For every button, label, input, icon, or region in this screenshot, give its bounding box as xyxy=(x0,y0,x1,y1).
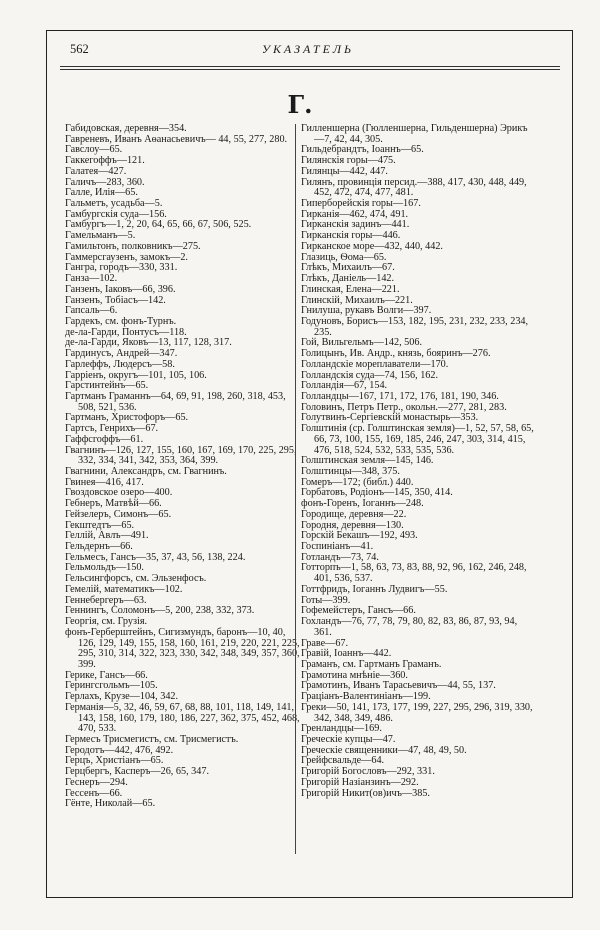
index-entry: Гемелій, математикъ—102. xyxy=(65,583,183,595)
index-entry: Готландъ—73, 74. xyxy=(301,551,379,563)
index-entry: Георгія, см. Грузія. xyxy=(65,616,148,628)
index-entry: Гавреневъ, Иванъ Аѳанасьевичъ— 44, 55, 277, 280. xyxy=(65,133,288,145)
index-entry: Гапсаль—6. xyxy=(65,305,118,317)
index-entry: Герлахъ, Крузе—104, 342. xyxy=(65,691,179,703)
index-entry: Грамотинъ, Иванъ Тарасьевичъ—44, 55, 137. xyxy=(301,680,496,692)
index-entry: Гилянскія горы—475. xyxy=(301,155,396,167)
index-entry: Гарріенъ, округъ—101, 105, 106. xyxy=(65,369,207,381)
index-entry: Григорій Никит(ов)ичъ—385. xyxy=(301,787,430,799)
index-entry: Гардинусъ, Андрей—347. xyxy=(65,348,178,360)
index-entry: Годуновъ, Борисъ—153, 182, 195, 231, 232, 233, 234, 235. xyxy=(301,315,529,338)
index-entry: Глѣкъ, Даніель—142. xyxy=(301,273,395,285)
index-entry: Герцбергъ, Касперъ—26, 65, 347. xyxy=(65,766,210,778)
section-letter: Г. xyxy=(287,90,313,119)
index-entry: Ганзенъ, Тобіасъ—142. xyxy=(65,294,166,306)
index-entry: Гартманъ, Христофоръ—65. xyxy=(65,412,189,424)
running-head xyxy=(70,40,546,60)
index-entry: Греческіе священники—47, 48, 49, 50. xyxy=(301,744,467,756)
index-entry: Горскій Бекашъ—192, 493. xyxy=(301,530,418,542)
index-entry: Голштинцы—348, 375. xyxy=(301,466,400,477)
index-entry: Геллій, Авлъ—491. xyxy=(65,530,149,542)
index-entry: Гейзелеръ, Симонъ—65. xyxy=(65,508,172,520)
index-entry: Герике, Гансъ—66. xyxy=(65,669,148,681)
index-entry: Гнилуша, рукавъ Волги—397. xyxy=(301,305,432,317)
index-entry: Гамбургъ—1, 2, 20, 64, 65, 66, 67, 506, 525. xyxy=(65,219,252,231)
column-divider xyxy=(295,124,296,854)
index-entry: Голландія—67, 154. xyxy=(301,380,388,392)
index-entry: Городня, деревня—130. xyxy=(301,519,404,531)
index-entry: Гофемейстеръ, Гансъ—66. xyxy=(301,605,416,617)
index-entry: Гардекъ, см. фонъ-Турнъ. xyxy=(65,315,177,327)
index-entry: Грейфсвальде—64. xyxy=(301,755,385,767)
index-entry: Галичъ—283, 360. xyxy=(65,176,145,188)
index-entry: Гебнеръ, Матвѣй—66. xyxy=(65,498,162,510)
index-column-right xyxy=(301,124,537,799)
index-entry: Голштинія (ср. Голштинская земля)—1, 52, 57, 58, 65, 66, 73, 100, 155, 169, 185, 246, 247, 303, 314, 415, 476, 518, 524, 532, 533, 535, 536. xyxy=(301,423,534,456)
index-entry: Голландскія суда—74, 156, 162. xyxy=(301,369,439,381)
index-entry: Гирканское море—432, 440, 442. xyxy=(301,240,443,252)
index-entry: Геннебергеръ—63. xyxy=(65,594,147,606)
index-entry: Гиперборейскія горы—167. xyxy=(301,198,421,210)
index-entry: Греки—50, 141, 173, 177, 199, 227, 295, 296, 319, 330, 342, 348, 349, 486. xyxy=(301,701,533,724)
index-entry: Глѣкъ, Михаилъ—67. xyxy=(301,262,395,274)
index-entry: Граманъ, см. Гартманъ Граманъ. xyxy=(301,658,442,670)
page-number: 562 xyxy=(70,42,89,56)
index-entry: Герингсгольмъ—105. xyxy=(65,680,158,692)
index-entry: Гвинея—416, 417. xyxy=(65,476,144,488)
index-entry: Гохландъ—76, 77, 78, 79, 80, 82, 83, 86, 87, 93, 94, 361. xyxy=(301,616,518,638)
index-entry: Граве—67. xyxy=(301,637,349,649)
index-entry: Гермесъ Трисмегистъ, см. Трисмегистъ. xyxy=(65,733,239,745)
index-entry: Гельмесъ, Гансъ—35, 37, 43, 56, 138, 224. xyxy=(65,551,246,563)
running-title: УКАЗАТЕЛЬ xyxy=(261,42,355,56)
index-entry: Греческіе купцы—47. xyxy=(301,733,396,745)
index-entry: Глинскій, Михаилъ—221. xyxy=(301,294,413,306)
index-entry: Грамотина мнѣніе—360. xyxy=(301,669,408,681)
index-entry: Глазиць, Ѳома—65. xyxy=(301,251,387,263)
index-entry: Гельдернъ—66. xyxy=(65,541,133,553)
index-entry: Голландскіе мореплаватели—170. xyxy=(301,358,449,370)
index-entry: Геннингъ, Соломонъ—5, 200, 238, 332, 373. xyxy=(65,605,255,617)
index-entry: Гальметъ, усадьба—5. xyxy=(65,198,163,210)
index-entry: Гвагнинъ—126, 127, 155, 160, 167, 169, 170, 225, 295, 332, 334, 341, 342, 353, 364, 399. xyxy=(65,444,297,467)
index-entry: Городище, деревня—22. xyxy=(301,508,407,520)
index-entry: Гарлеффъ, Людерсъ—58. xyxy=(65,358,175,370)
index-entry: Геродотъ—442, 476, 492. xyxy=(65,744,174,756)
index-entry: де-ла-Гарди, Понтусъ—118. xyxy=(65,326,187,338)
index-entry: Ганзенъ, Іаковъ—66, 396. xyxy=(65,283,176,295)
index-entry: Гильдебрандтъ, Іоаннъ—65. xyxy=(301,144,424,156)
index-entry: Гой, Вильгельмъ—142, 506. xyxy=(301,337,423,349)
index-entry: Геснеръ—294. xyxy=(65,776,128,788)
index-entry: Готтфридъ, Іоганнъ Лудвигъ—55. xyxy=(301,583,448,595)
index-entry: Гренландцы—169. xyxy=(301,723,382,735)
index-entry: Гамильтонъ, полковникъ—275. xyxy=(65,240,201,252)
index-column-left xyxy=(65,124,301,810)
index-entry: Голицынъ, Ив. Андр., князь, бояринъ—276. xyxy=(301,348,491,360)
index-entry: Готторпъ—1, 58, 63, 73, 83, 88, 92, 96, 162, 246, 248, 401, 536, 537. xyxy=(301,562,527,585)
index-entry: Гилянцы—442, 447. xyxy=(301,165,388,177)
index-entry: Гаффсгоффъ—61. xyxy=(65,433,144,445)
index-entry: Гаккегоффъ—121. xyxy=(65,155,145,167)
index-entry: Габидовская, деревня—354. xyxy=(65,123,187,134)
index-entry: де-ла-Гарди, Яковъ—13, 117, 128, 317. xyxy=(65,337,232,349)
index-entry: Гангра, городъ—330, 331. xyxy=(65,262,178,274)
index-entry: Голутвинъ-Сергіевскій монастырь—353. xyxy=(301,412,479,424)
index-entry: Гельмольдъ—150. xyxy=(65,562,144,574)
index-entry: Гарстинтейнъ—65. xyxy=(65,380,149,392)
index-entry: Гамбургскія суда—156. xyxy=(65,208,167,220)
index-entry: Госпиніанъ—41. xyxy=(301,541,374,553)
index-entry: Галле, Илія—65. xyxy=(65,187,138,199)
index-entry: Гилянъ, провинція персид.—388, 417, 430, 448, 449, 452, 472, 474, 477, 481. xyxy=(301,176,527,199)
index-entry: Григорій Назіанзинъ—292. xyxy=(301,776,419,788)
index-entry: Гессенъ—66. xyxy=(65,787,123,799)
index-entry: Герцъ, Христіанъ—65. xyxy=(65,755,164,767)
index-entry: Гёнте, Николай—65. xyxy=(65,798,156,810)
index-entry: Гомеръ—172; (библ.) 440. xyxy=(301,476,414,488)
index-entry: Головинъ, Петръ Петр., окольн.—277, 281, 283. xyxy=(301,401,507,413)
index-entry: Гавслоу—65. xyxy=(65,144,123,156)
index-entry: Гирканскія горы—446. xyxy=(301,230,401,242)
index-entry: Голштинская земля—145, 146. xyxy=(301,455,434,467)
index-entry: Гамельманъ—5. xyxy=(65,230,136,242)
index-entry: Гвагнини, Александръ, см. Гвагнинъ. xyxy=(65,466,227,477)
index-entry: Ганза—102. xyxy=(65,273,118,285)
index-entry: Германія—5, 32, 46, 59, 67, 68, 88, 101, 118, 149, 141, 143, 158, 160, 179, 180, 186, 227, 362, 375, 452, 468, 470, 533. xyxy=(65,701,300,735)
index-entry: Григорій Богословъ—292, 331. xyxy=(301,766,435,778)
index-entry: фонъ-Герберштейнъ, Сигизмундъ, баронъ—10, 40, 126, 129, 149, 155, 158, 160, 161, 219, 220, 221, 225, 295, 310, 314, 322, 323, 330, 342, 348, 349, 357, 360, 399. xyxy=(65,626,300,670)
index-entry: Готы—399. xyxy=(301,594,351,606)
index-entry: Гилленшерна (Гюлленшерна, Гильденшерна) Эрикъ—7, 42, 44, 305. xyxy=(301,123,528,145)
index-entry: Горбатовъ, Родіонъ—145, 350, 414. xyxy=(301,487,453,499)
index-entry: Гельсингфорсъ, см. Эльзенфосъ. xyxy=(65,573,207,585)
index-entry: Гекштедтъ—65. xyxy=(65,519,135,531)
index-entry: Гартсъ, Генрихъ—67. xyxy=(65,423,159,435)
index-entry: Галатея—427. xyxy=(65,165,127,177)
index-entry: Гаммерсгаузенъ, замокъ—2. xyxy=(65,251,188,263)
index-entry: Гравій, Іоаннъ—442. xyxy=(301,648,392,660)
index-entry: Гвоздовское озеро—400. xyxy=(65,487,173,499)
index-entry: Гартманъ Граманнъ—64, 69, 91, 198, 260, 318, 453, 508, 521, 536. xyxy=(65,390,286,413)
header-rule-top xyxy=(60,66,560,67)
index-entry: Гирканскія задинъ—441. xyxy=(301,219,410,231)
index-entry: Гирканія—462, 474, 491. xyxy=(301,208,409,220)
index-entry: фонъ-Горенъ, Іоганнъ—248. xyxy=(301,498,424,510)
index-entry: Голландцы—167, 171, 172, 176, 181, 190, 346. xyxy=(301,390,499,402)
index-entry: Глинская, Елена—221. xyxy=(301,283,400,295)
header-rule-bottom xyxy=(60,69,560,70)
index-entry: Граціанъ-Валентиніанъ—199. xyxy=(301,691,431,703)
